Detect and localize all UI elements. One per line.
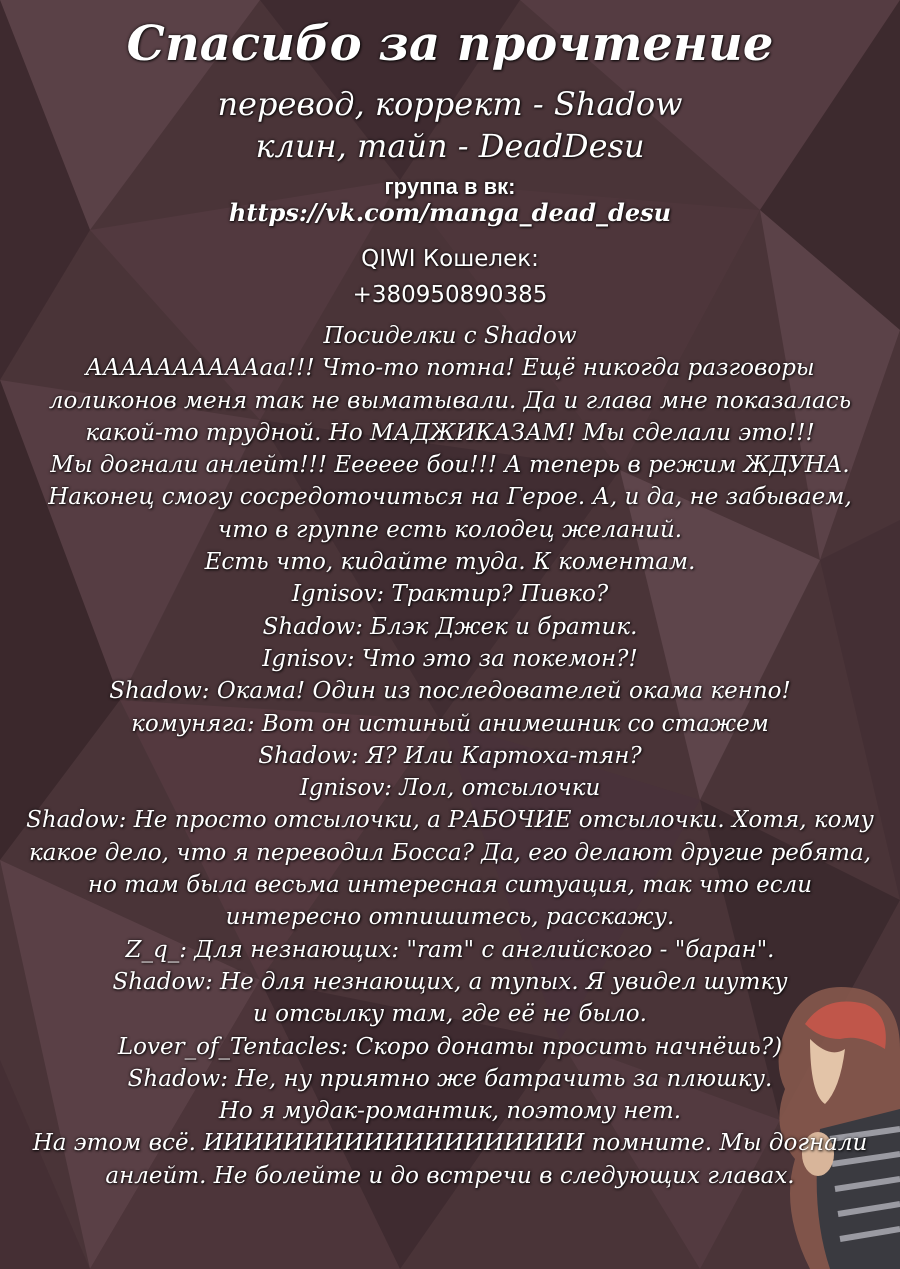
afterword-heading: Посиделки с Shadow xyxy=(323,323,577,349)
afterword-line: что в группе есть колодец желаний. xyxy=(217,516,683,543)
afterword-line: анлейт. Не болейте и до встречи в следующих главах. xyxy=(105,1162,795,1189)
afterword-line: Но я мудак-романтик, поэтому нет. xyxy=(218,1098,682,1125)
afterword-line: Z_q_: Для незнающих: "ram" с английского - "баран". xyxy=(125,936,775,963)
group-label: группа в вк: xyxy=(384,174,516,199)
afterword-line: какое дело, что я переводил Босса? Да, его делают другие ребята, xyxy=(28,839,872,866)
group-url-link[interactable]: https://vk.com/manga_dead_desu xyxy=(228,198,672,227)
credit-translation: перевод, коррект - Shadow xyxy=(217,85,683,123)
afterword-line: На этом всё. ИИИИИИИИИИИИИИИИИИИ помните. Мы догнали xyxy=(32,1130,868,1157)
afterword-line: и отсылку там, где её не было. xyxy=(253,1001,647,1028)
afterword-line: интересно отпишитесь, расскажу. xyxy=(225,904,675,931)
afterword-line: Shadow: Окама! Один из последователей окама кенпо! xyxy=(109,678,791,705)
afterword-line: какой-то трудной. Но МАДЖИКАЗАМ! Мы сделали это!!! xyxy=(85,419,815,446)
page-title: Спасибо за прочтение xyxy=(126,16,774,72)
afterword-line: Shadow: Не для незнающих, а тупых. Я увидел шутку xyxy=(112,968,788,995)
afterword-line: Lover_of_Tentacles: Скоро донаты просить начнёшь?) xyxy=(117,1033,783,1060)
afterword-line: Shadow: Не просто отсылочки, а РАБОЧИЕ отсылочки. Хотя, кому xyxy=(26,807,874,834)
credit-clean-typeset: клин, тайп - DeadDesu xyxy=(255,127,645,165)
afterword-line: Ignisov: Что это за покемон?! xyxy=(262,645,638,672)
afterword-text xyxy=(20,320,880,1192)
afterword-line: Наконец смогу сосредоточиться на Герое. А, и да, не забываем, xyxy=(48,484,852,511)
wallet-number: +380950890385 xyxy=(352,282,548,308)
afterword-line: комуняга: Вот он истиный анимешник со стажем xyxy=(131,710,769,737)
afterword-line: Ignisov: Лол, отсылочки xyxy=(299,775,601,802)
afterword-line: Shadow: Блэк Джек и братик. xyxy=(262,613,638,640)
afterword-line: Мы догнали анлейт!!! Еееееe бои!!! А теперь в режим ЖДУНА. xyxy=(50,452,850,479)
afterword-line: лоликонов меня так не выматывали. Да и глава мне показалась xyxy=(48,387,852,414)
afterword-line: Ignisov: Трактир? Пивко? xyxy=(291,581,609,608)
afterword-line: Shadow: Не, ну приятно же батрачить за плюшку. xyxy=(127,1065,773,1092)
afterword-line: Shadow: Я? Или Картоха-тян? xyxy=(258,742,642,769)
afterword-line: но там была весьма интересная ситуация, так что если xyxy=(87,872,813,899)
wallet-label: QIWI Кошелек: xyxy=(361,246,539,272)
afterword-line: Есть что, кидайте туда. К комeнтам. xyxy=(204,549,696,576)
afterword-line: ААААААААААаа!!! Что-то потна! Ещё никогда разговоры xyxy=(85,355,815,382)
